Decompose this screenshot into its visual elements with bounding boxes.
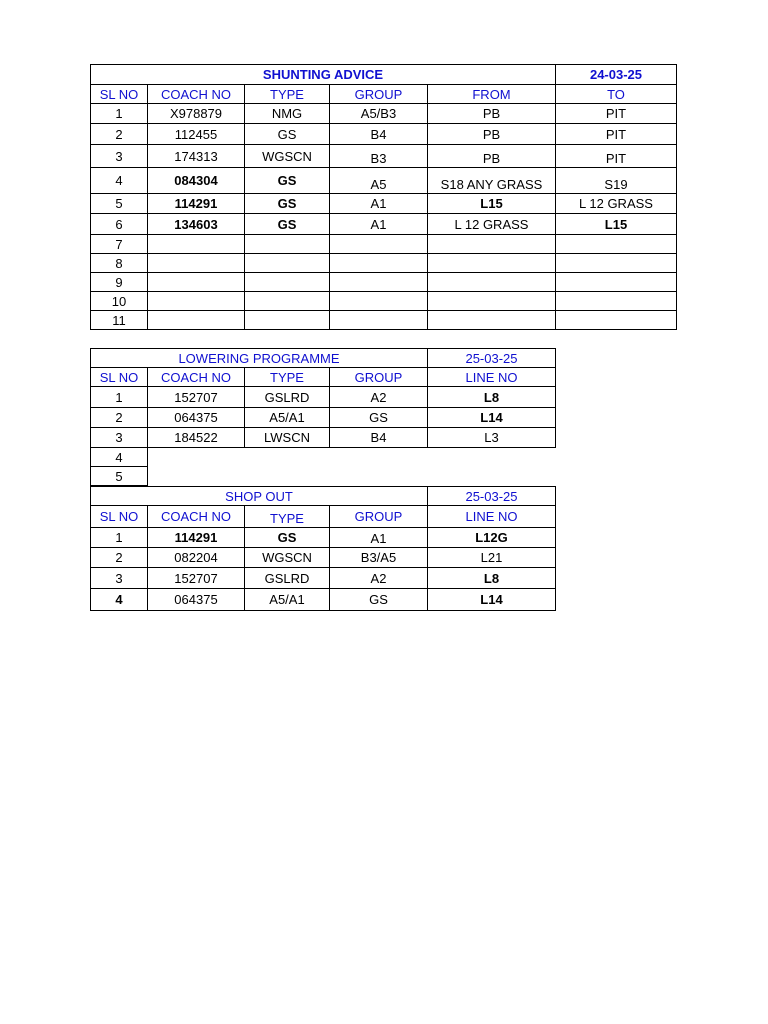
type-cell bbox=[245, 235, 330, 254]
to-cell bbox=[556, 235, 677, 254]
table-row bbox=[91, 168, 677, 194]
shunting-title: SHUNTING ADVICE bbox=[91, 65, 556, 85]
from-cell: PB bbox=[428, 145, 556, 168]
coach-no-cell: 152707 bbox=[148, 387, 245, 408]
table-row bbox=[91, 428, 556, 448]
table-row bbox=[91, 273, 677, 292]
col-header-to: TO bbox=[556, 85, 677, 104]
sl-no-cell: 2 bbox=[91, 124, 148, 145]
col-header-line-no: LINE NO bbox=[428, 506, 556, 528]
group-cell bbox=[330, 311, 428, 330]
type-cell: A5/A1 bbox=[245, 589, 330, 611]
line-no-cell: L14 bbox=[428, 408, 556, 428]
group-cell: A1 bbox=[330, 528, 428, 548]
col-header-type: TYPE bbox=[245, 506, 330, 528]
type-cell: GS bbox=[245, 214, 330, 235]
col-header-sl-no: SL NO bbox=[91, 506, 148, 528]
coach-no-cell: 064375 bbox=[148, 589, 245, 611]
sl-no-cell: 6 bbox=[91, 214, 148, 235]
table-row bbox=[91, 145, 677, 168]
sl-no-cell: 4 bbox=[91, 589, 148, 611]
shunting-header-row bbox=[91, 85, 677, 104]
lowering-programme-table bbox=[90, 348, 556, 486]
type-cell bbox=[245, 273, 330, 292]
coach-no-cell: 114291 bbox=[148, 528, 245, 548]
sl-no-cell: 2 bbox=[91, 548, 148, 568]
type-cell: GS bbox=[245, 528, 330, 548]
group-cell bbox=[330, 273, 428, 292]
coach-no-cell: 152707 bbox=[148, 568, 245, 589]
sl-no-cell: 1 bbox=[91, 528, 148, 548]
from-cell bbox=[428, 235, 556, 254]
col-header-group: GROUP bbox=[330, 368, 428, 387]
group-cell bbox=[330, 292, 428, 311]
group-cell bbox=[330, 254, 428, 273]
from-cell: L15 bbox=[428, 194, 556, 214]
empty-space bbox=[148, 448, 556, 467]
coach-no-cell bbox=[148, 311, 245, 330]
empty-space bbox=[148, 467, 556, 486]
group-cell: A2 bbox=[330, 387, 428, 408]
sl-no-cell: 4 bbox=[91, 448, 148, 467]
line-no-cell: L12G bbox=[428, 528, 556, 548]
to-cell: S19 bbox=[556, 168, 677, 194]
table-row bbox=[91, 528, 556, 548]
col-header-from: FROM bbox=[428, 85, 556, 104]
from-cell bbox=[428, 311, 556, 330]
shunting-advice-table bbox=[90, 64, 677, 330]
type-cell: NMG bbox=[245, 104, 330, 124]
coach-no-cell: 084304 bbox=[148, 168, 245, 194]
sl-no-cell: 3 bbox=[91, 568, 148, 589]
type-cell: GS bbox=[245, 168, 330, 194]
table-row bbox=[91, 467, 556, 486]
type-cell: GS bbox=[245, 194, 330, 214]
type-cell: GSLRD bbox=[245, 568, 330, 589]
table-row bbox=[91, 548, 556, 568]
table-row bbox=[91, 235, 677, 254]
sl-no-cell: 3 bbox=[91, 145, 148, 168]
lowering-date: 25-03-25 bbox=[428, 349, 556, 368]
table-row bbox=[91, 194, 677, 214]
group-cell: B4 bbox=[330, 428, 428, 448]
coach-no-cell: 064375 bbox=[148, 408, 245, 428]
table-row bbox=[91, 448, 556, 467]
from-cell: L 12 GRASS bbox=[428, 214, 556, 235]
coach-no-cell: 114291 bbox=[148, 194, 245, 214]
to-cell bbox=[556, 273, 677, 292]
col-header-group: GROUP bbox=[330, 506, 428, 528]
group-cell bbox=[330, 235, 428, 254]
type-cell: WGSCN bbox=[245, 145, 330, 168]
group-cell: B3/A5 bbox=[330, 548, 428, 568]
line-no-cell: L21 bbox=[428, 548, 556, 568]
coach-no-cell: 134603 bbox=[148, 214, 245, 235]
col-header-type: TYPE bbox=[245, 368, 330, 387]
col-header-line-no: LINE NO bbox=[428, 368, 556, 387]
group-cell: A1 bbox=[330, 194, 428, 214]
coach-no-cell: 082204 bbox=[148, 548, 245, 568]
group-cell: GS bbox=[330, 408, 428, 428]
shop-out-table bbox=[90, 486, 556, 611]
sl-no-cell: 10 bbox=[91, 292, 148, 311]
shunting-title-row bbox=[91, 65, 677, 85]
table-row bbox=[91, 104, 677, 124]
to-cell bbox=[556, 254, 677, 273]
table-row bbox=[91, 589, 556, 611]
sl-no-cell: 2 bbox=[91, 408, 148, 428]
to-cell: PIT bbox=[556, 145, 677, 168]
group-cell: GS bbox=[330, 589, 428, 611]
type-cell: A5/A1 bbox=[245, 408, 330, 428]
col-header-coach-no: COACH NO bbox=[148, 368, 245, 387]
type-cell: LWSCN bbox=[245, 428, 330, 448]
coach-no-cell: 184522 bbox=[148, 428, 245, 448]
sl-no-cell: 8 bbox=[91, 254, 148, 273]
shop-out-title-row bbox=[91, 487, 556, 506]
type-cell: GS bbox=[245, 124, 330, 145]
to-cell: PIT bbox=[556, 124, 677, 145]
sl-no-cell: 5 bbox=[91, 194, 148, 214]
sl-no-cell: 1 bbox=[91, 104, 148, 124]
group-cell: A5 bbox=[330, 168, 428, 194]
to-cell: L 12 GRASS bbox=[556, 194, 677, 214]
sl-no-cell: 1 bbox=[91, 387, 148, 408]
col-header-group: GROUP bbox=[330, 85, 428, 104]
table-row bbox=[91, 311, 677, 330]
group-cell: B3 bbox=[330, 145, 428, 168]
type-cell bbox=[245, 311, 330, 330]
shunting-date: 24-03-25 bbox=[556, 65, 677, 85]
to-cell bbox=[556, 292, 677, 311]
coach-no-cell bbox=[148, 254, 245, 273]
sl-no-cell: 4 bbox=[91, 168, 148, 194]
type-cell bbox=[245, 254, 330, 273]
col-header-sl-no: SL NO bbox=[91, 85, 148, 104]
col-header-coach-no: COACH NO bbox=[148, 85, 245, 104]
table-row bbox=[91, 124, 677, 145]
coach-no-cell bbox=[148, 292, 245, 311]
shop-out-header-row bbox=[91, 506, 556, 528]
table-row bbox=[91, 292, 677, 311]
to-cell: PIT bbox=[556, 104, 677, 124]
group-cell: A1 bbox=[330, 214, 428, 235]
lowering-title: LOWERING PROGRAMME bbox=[91, 349, 428, 368]
shop-out-date: 25-03-25 bbox=[428, 487, 556, 506]
table-row bbox=[91, 254, 677, 273]
from-cell: PB bbox=[428, 124, 556, 145]
line-no-cell: L14 bbox=[428, 589, 556, 611]
type-cell: GSLRD bbox=[245, 387, 330, 408]
from-cell: PB bbox=[428, 104, 556, 124]
coach-no-cell: X978879 bbox=[148, 104, 245, 124]
col-header-coach-no: COACH NO bbox=[148, 506, 245, 528]
group-cell: A5/B3 bbox=[330, 104, 428, 124]
to-cell: L15 bbox=[556, 214, 677, 235]
from-cell bbox=[428, 254, 556, 273]
col-header-type: TYPE bbox=[245, 85, 330, 104]
table-row bbox=[91, 214, 677, 235]
from-cell: S18 ANY GRASS bbox=[428, 168, 556, 194]
from-cell bbox=[428, 292, 556, 311]
sl-no-cell: 7 bbox=[91, 235, 148, 254]
line-no-cell: L8 bbox=[428, 387, 556, 408]
coach-no-cell bbox=[148, 235, 245, 254]
table-row bbox=[91, 408, 556, 428]
col-header-sl-no: SL NO bbox=[91, 368, 148, 387]
coach-no-cell: 112455 bbox=[148, 124, 245, 145]
table-row bbox=[91, 568, 556, 589]
lowering-title-row bbox=[91, 349, 556, 368]
sl-no-cell: 11 bbox=[91, 311, 148, 330]
group-cell: B4 bbox=[330, 124, 428, 145]
coach-no-cell: 174313 bbox=[148, 145, 245, 168]
type-cell: WGSCN bbox=[245, 548, 330, 568]
coach-no-cell bbox=[148, 273, 245, 292]
sl-no-cell: 3 bbox=[91, 428, 148, 448]
group-cell: A2 bbox=[330, 568, 428, 589]
sl-no-cell: 5 bbox=[91, 467, 148, 486]
type-cell bbox=[245, 292, 330, 311]
table-row bbox=[91, 387, 556, 408]
line-no-cell: L3 bbox=[428, 428, 556, 448]
sl-no-cell: 9 bbox=[91, 273, 148, 292]
lowering-header-row bbox=[91, 368, 556, 387]
from-cell bbox=[428, 273, 556, 292]
shop-out-title: SHOP OUT bbox=[91, 487, 428, 506]
to-cell bbox=[556, 311, 677, 330]
line-no-cell: L8 bbox=[428, 568, 556, 589]
